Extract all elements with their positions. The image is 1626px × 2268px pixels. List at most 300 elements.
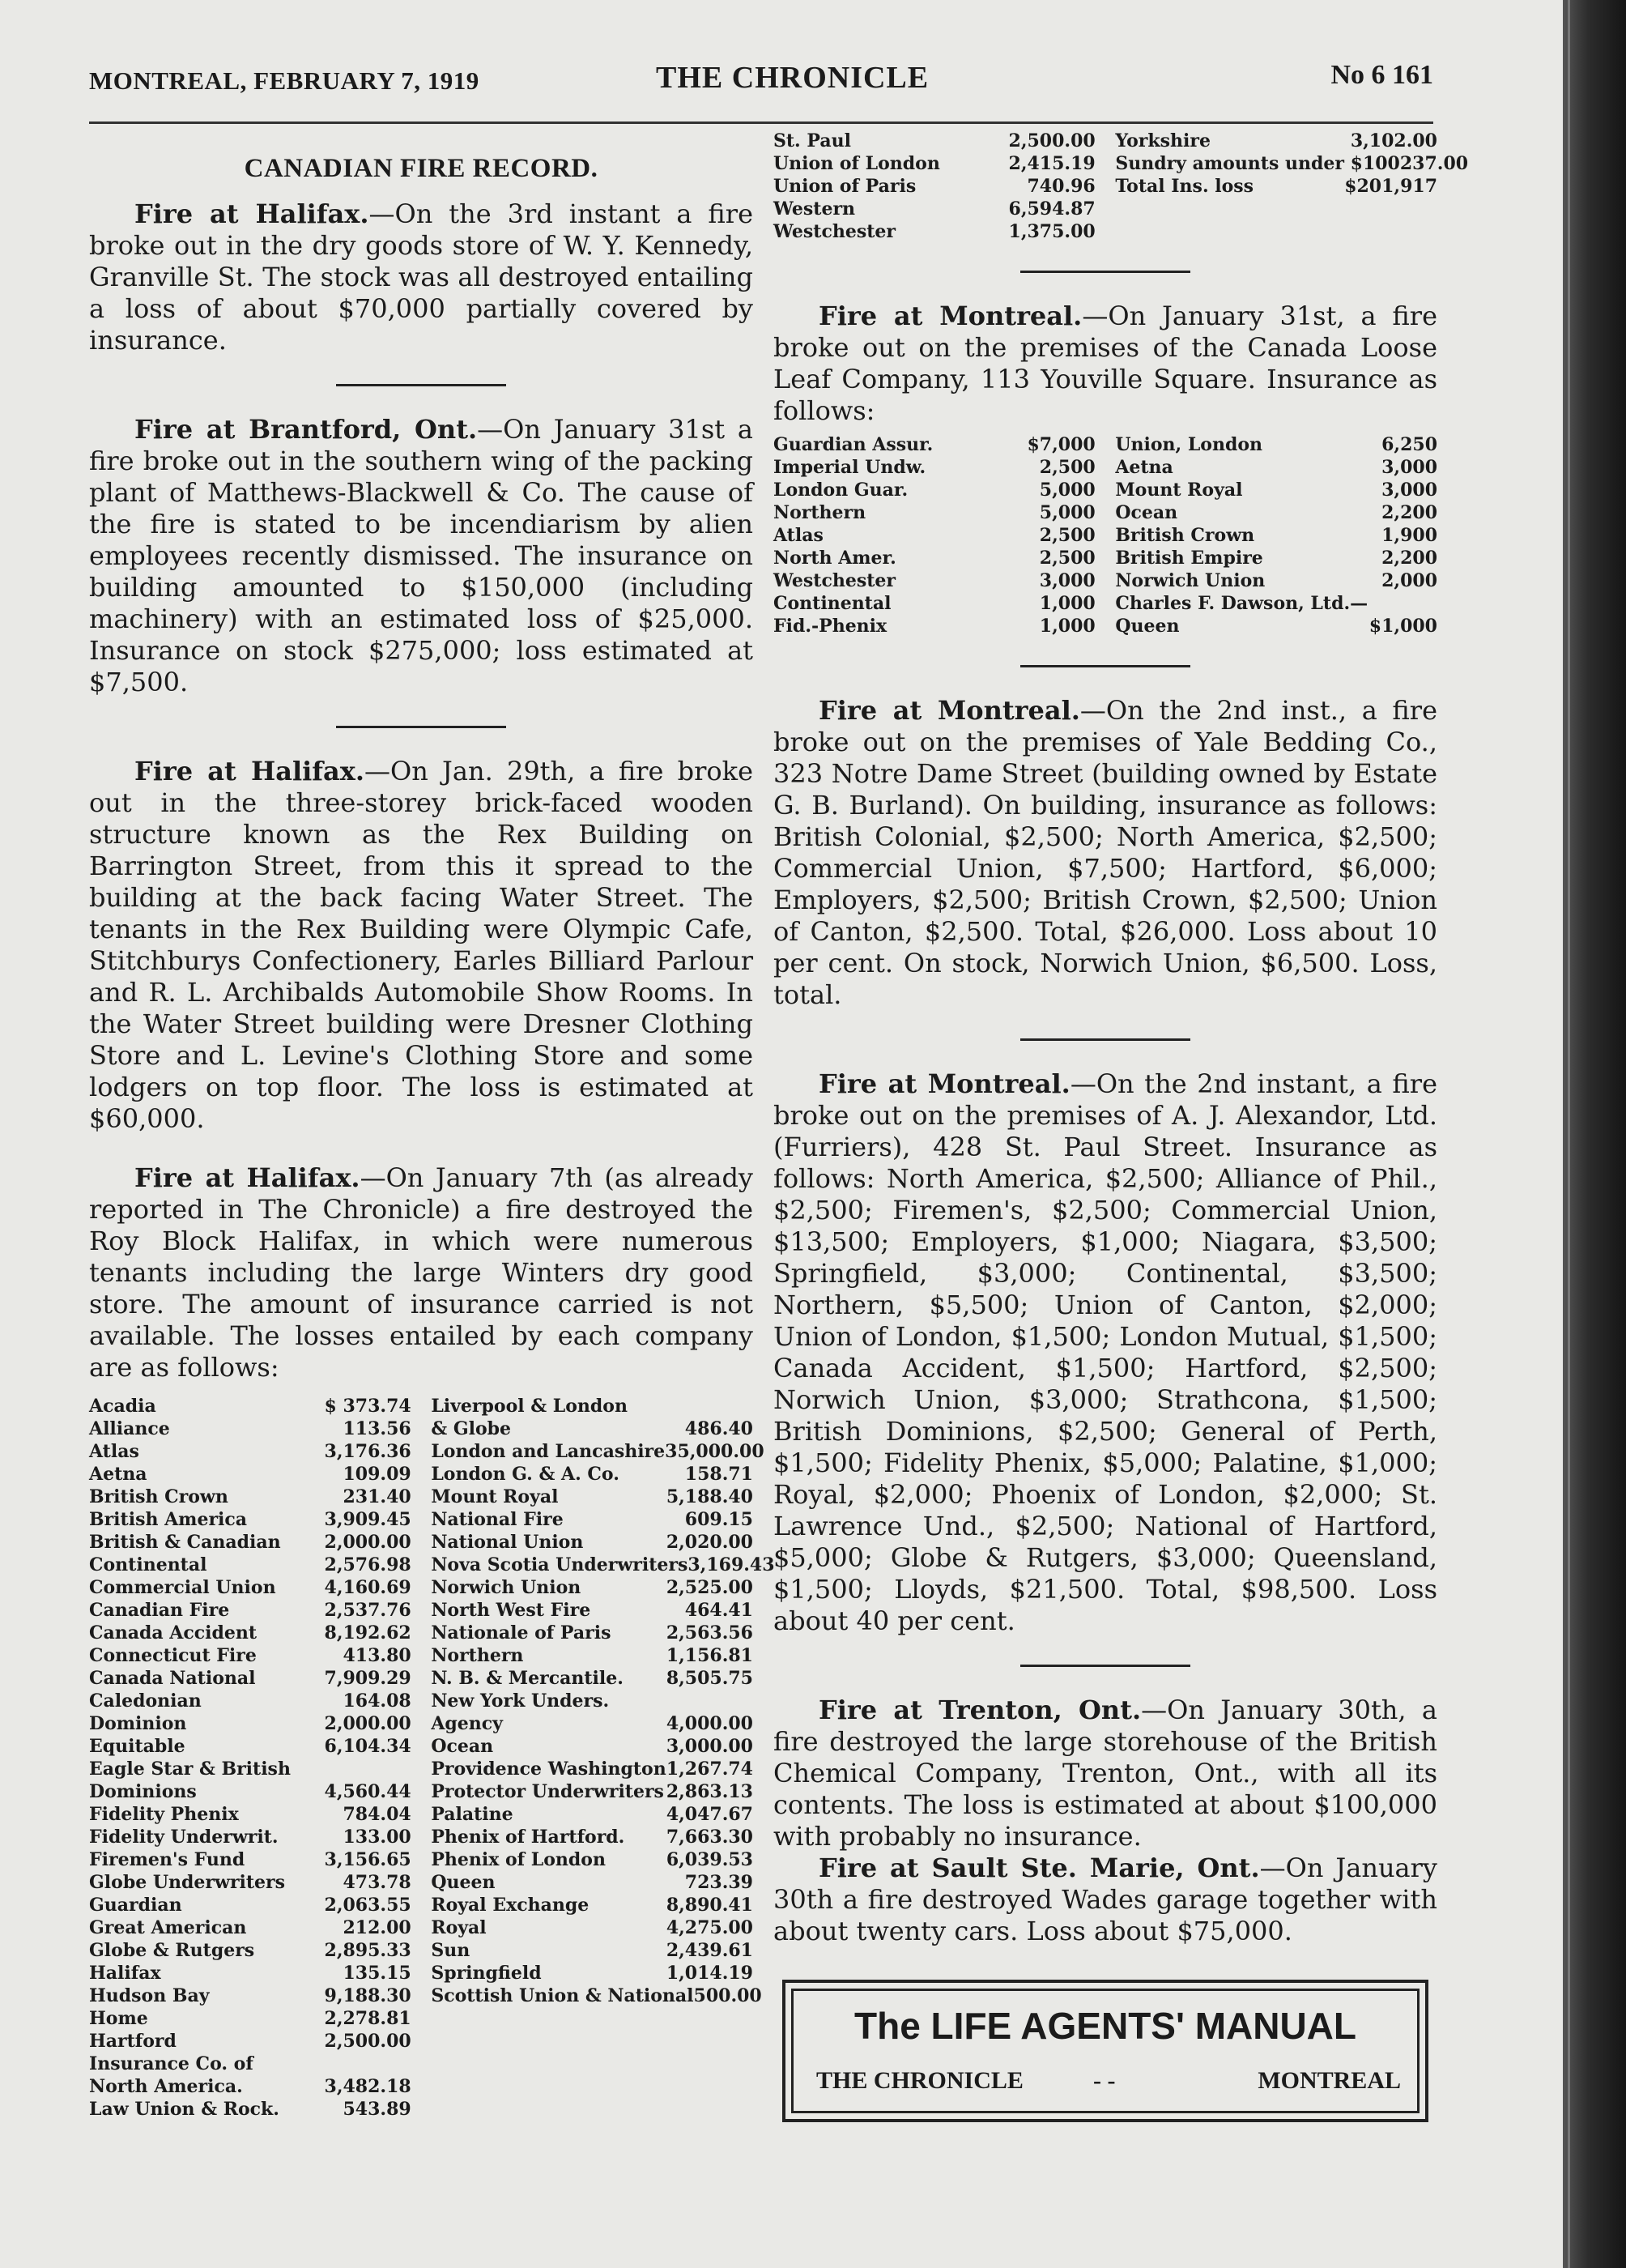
company-amount: 2,200 <box>1381 502 1437 523</box>
article-montreal-alexandor <box>773 1068 1437 1637</box>
article-headline: Fire at Sault Ste. Marie, Ont. <box>819 1852 1260 1883</box>
table-row <box>431 1667 753 1690</box>
company-name: Equitable <box>89 1736 185 1757</box>
company-name: Atlas <box>89 1441 139 1462</box>
table-row <box>431 1599 753 1622</box>
article-sault-ste-marie <box>773 1852 1437 1947</box>
company-name: Liverpool & London <box>431 1396 628 1417</box>
company-name: Northern <box>431 1645 524 1666</box>
table-row <box>773 175 1096 198</box>
header-divider <box>89 122 1433 124</box>
losses-column-1 <box>89 1395 411 2121</box>
company-name: Sun <box>431 1940 470 1961</box>
article-body: —On January 7th (as already reported in The Chronicle) a fire destroyed the Roy Block Halifax, in which were numerous tenants including the large Winters dry good store. The amount of insurance carried is not available. The losses entailed by each company are as follows: <box>89 1162 754 1383</box>
table-row <box>89 1712 411 1735</box>
company-name: Great American <box>89 1917 247 1938</box>
table-row <box>431 1803 753 1826</box>
company-amount: 3,000.00 <box>666 1736 753 1757</box>
table-row <box>773 152 1096 175</box>
company-name: London and Lancashire <box>431 1441 666 1462</box>
company-amount: 543.89 <box>343 2099 411 2120</box>
table-row <box>431 1508 753 1531</box>
article-body: —On January 31st, a fire broke out on the premises of the Canada Loose Leaf Company, 113 Youville Square. Insurance as follows: <box>773 301 1438 426</box>
ad-separator: - - <box>1093 2067 1116 2094</box>
table-row <box>89 1486 411 1508</box>
company-amount: 3,000 <box>1381 480 1437 501</box>
table-row <box>773 569 1096 592</box>
company-amount: 2,525.00 <box>666 1577 753 1598</box>
company-name: Aetna <box>1115 457 1173 478</box>
company-name: British & Canadian <box>89 1532 281 1553</box>
company-name: Charles F. Dawson, Ltd.— <box>1115 593 1368 614</box>
company-name: Westchester <box>773 221 896 242</box>
company-name: Phenix of London <box>431 1849 606 1870</box>
table-row <box>89 1554 411 1576</box>
article-body: —On January 30th a fire destroyed Wades garage together with about twenty cars. Loss about $75,000. <box>773 1852 1438 1946</box>
table-row <box>89 1418 411 1440</box>
article-halifax-kennedy <box>89 198 753 356</box>
company-name: Canada National <box>89 1668 256 1689</box>
company-name: St. Paul <box>773 130 851 151</box>
company-amount: 740.96 <box>1027 176 1096 197</box>
table-row <box>1115 501 1437 524</box>
table-row <box>773 456 1096 479</box>
ad-publisher: THE CHRONICLE <box>816 2067 1024 2094</box>
company-amount: 1,375.00 <box>1008 221 1096 242</box>
article-headline: Fire at Halifax. <box>134 756 364 787</box>
losses-cont-column-1 <box>773 130 1096 243</box>
table-row <box>89 2053 411 2075</box>
divider-rule <box>1020 665 1190 667</box>
article-body: —On the 3rd instant a fire broke out in the dry goods store of W. Y. Kennedy, Granville St. The stock was all destroyed entailing a loss of about $70,000 partially covered by insurance. <box>89 198 754 356</box>
divider-rule <box>1020 1665 1190 1667</box>
company-amount: 3,909.45 <box>324 1509 411 1530</box>
company-name: British America <box>89 1509 248 1530</box>
table-row <box>773 615 1096 637</box>
table-row <box>431 1826 753 1848</box>
company-name: Mount Royal <box>1115 480 1243 501</box>
company-name: Union, London <box>1115 434 1263 455</box>
company-amount: 2,500 <box>1039 525 1096 546</box>
article-headline: Fire at Halifax. <box>134 1162 360 1193</box>
company-name: Yorkshire <box>1115 130 1211 151</box>
table-row <box>431 1690 753 1712</box>
article-headline: Fire at Montreal. <box>819 301 1083 331</box>
company-amount: 3,176.36 <box>324 1441 411 1462</box>
company-name: Imperial Undw. <box>773 457 926 478</box>
article-montreal-loose-leaf <box>773 301 1437 427</box>
table-row <box>89 1803 411 1826</box>
company-amount: 3,102.00 <box>1350 130 1437 151</box>
company-name: Hudson Bay <box>89 1985 210 2006</box>
table-row <box>431 1712 753 1735</box>
article-brantford <box>89 414 753 698</box>
company-name: Guardian Assur. <box>773 434 934 455</box>
company-amount: 464.41 <box>684 1600 753 1621</box>
company-name: Fidelity Phenix <box>89 1804 239 1825</box>
table-row <box>89 1871 411 1894</box>
company-name: London G. & A. Co. <box>431 1464 619 1485</box>
company-amount: 2,500.00 <box>324 2031 411 2052</box>
company-amount: 2,500 <box>1039 548 1096 569</box>
company-amount: 8,890.41 <box>666 1895 753 1916</box>
company-amount: 1,000 <box>1039 593 1096 614</box>
article-headline: Fire at Trenton, Ont. <box>819 1695 1142 1725</box>
company-name: Commercial Union <box>89 1577 276 1598</box>
company-amount: 2,415.19 <box>1008 153 1096 174</box>
company-amount: 2,000.00 <box>324 1713 411 1734</box>
company-name: Nova Scotia Underwriters <box>431 1554 688 1575</box>
company-name: Canadian Fire <box>89 1600 230 1621</box>
company-name: Western <box>773 198 856 220</box>
company-amount: 6,250 <box>1381 434 1437 455</box>
table-row <box>1115 152 1469 175</box>
table-row <box>89 2030 411 2053</box>
company-name: Westchester <box>773 570 896 591</box>
company-name: Union of London <box>773 153 940 174</box>
table-row <box>431 1985 762 2007</box>
company-name: Springfield <box>431 1963 542 1984</box>
company-amount: 3,000 <box>1039 570 1096 591</box>
table-row <box>431 1916 753 1939</box>
company-amount: 2,563.56 <box>666 1622 753 1643</box>
company-amount: 1,014.19 <box>666 1963 753 1984</box>
book-spine-edge <box>1563 0 1626 2268</box>
table-row <box>89 2075 411 2098</box>
table-row <box>89 1939 411 1962</box>
company-name: British Crown <box>1115 525 1255 546</box>
company-amount: 158.71 <box>684 1464 753 1485</box>
company-amount: 2,863.13 <box>666 1781 753 1802</box>
table-row <box>89 1463 411 1486</box>
company-name: Dominion <box>89 1713 187 1734</box>
company-amount: $ 373.74 <box>324 1396 411 1417</box>
table-row <box>431 1531 753 1554</box>
company-amount: 1,000 <box>1039 616 1096 637</box>
company-name: Caledonian <box>89 1690 202 1712</box>
table-row <box>89 2007 411 2030</box>
company-name: Alliance <box>89 1418 170 1439</box>
company-amount: 2,063.55 <box>324 1895 411 1916</box>
table-row <box>89 1440 411 1463</box>
company-amount: 6,039.53 <box>666 1849 753 1870</box>
company-amount: 2,500.00 <box>1008 130 1096 151</box>
table-row <box>431 1758 753 1780</box>
divider-rule <box>336 384 506 386</box>
company-name: Firemen's Fund <box>89 1849 245 1870</box>
table-row <box>89 1848 411 1871</box>
divider-rule <box>1020 271 1190 273</box>
roy-block-losses-continued <box>773 130 1469 243</box>
company-name: Dominions <box>89 1781 197 1802</box>
article-body: —On the 2nd instant, a fire broke out on the premises of A. J. Alexandor, Ltd. (Furriers), 428 St. Paul Street. Insurance as follows: North America, $2,500; Alliance of Phil., $2,500; Firemen's, $2,500; Commercial Union, $13,500; Employers, $1,000; Niagara, $3,500; Springfield, $3,000; Continental, $3,500; Northern, $5,500; Union of Canton, $2,000; Union of London, $1,500; London Mutual, $1,500; Canada Accident, $1,500; Hartford, $2,500; Norwich Union, $3,000; Strathcona, $1,500; British Dominions, $2,500; General of Perth, $1,500; Fidelity Phenix, $5,000; Palatine, $1,000; Royal, $2,000; Phoenix of London, $2,000; St. Lawrence Und., $2,500; National of Hartford, $5,000; Globe & Rutgers, $3,000; Queensland, $1,500; Lloyds, $21,500. Total, $98,500. Loss about 40 per cent. <box>773 1068 1438 1636</box>
company-amount: 2,500 <box>1039 457 1096 478</box>
company-name: National Fire <box>431 1509 564 1530</box>
company-name: Norwich Union <box>1115 570 1266 591</box>
company-amount: 2,439.61 <box>666 1940 753 1961</box>
table-row <box>431 1848 753 1871</box>
company-name: Law Union & Rock. <box>89 2099 279 2120</box>
table-row <box>773 198 1096 220</box>
table-row <box>89 1962 411 1985</box>
table-row <box>89 1576 411 1599</box>
company-amount: 723.39 <box>684 1872 753 1893</box>
company-name: Providence Washington <box>431 1759 666 1780</box>
table-row <box>89 1780 411 1803</box>
company-name: Continental <box>89 1554 207 1575</box>
company-amount: 135.15 <box>343 1963 411 1984</box>
company-amount: 7,909.29 <box>324 1668 411 1689</box>
company-amount: 8,505.75 <box>666 1668 753 1689</box>
company-amount: 1,900 <box>1381 525 1437 546</box>
ad-title: The LIFE AGENTS' MANUAL <box>854 2005 1356 2047</box>
table-row <box>1115 569 1437 592</box>
company-name: Aetna <box>89 1464 147 1485</box>
company-amount: 784.04 <box>343 1804 411 1825</box>
article-body: —On Jan. 29th, a fire broke out in the three-storey brick-faced wooden structure known as the Rex Building on Barrington Street, from this it spread to the building at the back facing Water Street. The tenants in the Rex Building were Olympic Cafe, Stitchburys Confectionery, Earles Billiard Parlour and R. L. Archibalds Automobile Show Rooms. In the Water Street building were Dresner Clothing Store and L. Levine's Clothing Store and some lodgers on top floor. The loss is estimated at $60,000. <box>89 756 753 1134</box>
table-row <box>773 501 1096 524</box>
company-amount: 5,000 <box>1039 502 1096 523</box>
company-name: British Crown <box>89 1486 228 1507</box>
table-row <box>89 1622 411 1644</box>
company-amount: 3,000 <box>1381 457 1437 478</box>
company-amount: 2,895.33 <box>324 1940 411 1961</box>
company-amount: 6,594.87 <box>1008 198 1096 220</box>
article-body: —On January 31st a fire broke out in the southern wing of the packing plant of Matthews-Blackwell & Co. The cause of the fire is stated to be incendiarism by alien employees recently dismissed. The insurance on building amounted to $150,000 (including machinery) with an estimated loss of $25,000. Insurance on stock $275,000; loss estimated at $7,500. <box>89 414 754 697</box>
company-amount: 4,275.00 <box>666 1917 753 1938</box>
table-row <box>89 1644 411 1667</box>
table-row <box>89 1599 411 1622</box>
company-name: Home <box>89 2008 148 2029</box>
table-row <box>431 1554 775 1576</box>
company-name: Connecticut Fire <box>89 1645 257 1666</box>
company-amount: 4,160.69 <box>324 1577 411 1598</box>
company-amount: $7,000 <box>1027 434 1096 455</box>
company-name: North West Fire <box>431 1600 591 1621</box>
table-row <box>89 2098 411 2121</box>
company-amount: 2,020.00 <box>666 1532 753 1553</box>
table-row <box>431 1576 753 1599</box>
company-amount: $201,917 <box>1344 176 1437 197</box>
table-row <box>89 1508 411 1531</box>
company-amount: 2,576.98 <box>324 1554 411 1575</box>
company-amount: 2,200 <box>1381 548 1437 569</box>
table-row <box>1115 433 1437 456</box>
company-name: Canada Accident <box>89 1622 258 1643</box>
table-row <box>89 1690 411 1712</box>
table-row <box>431 1735 753 1758</box>
loose-leaf-insurance-table <box>773 433 1437 637</box>
company-amount: 113.56 <box>343 1418 411 1439</box>
table-row <box>89 1894 411 1916</box>
divider-rule <box>1020 1038 1190 1041</box>
insurance-column-1 <box>773 433 1096 637</box>
article-headline: Fire at Halifax. <box>134 198 369 229</box>
company-name: Agency <box>431 1713 503 1734</box>
company-amount: 9,188.30 <box>324 1985 411 2006</box>
company-name: Globe & Rutgers <box>89 1940 255 1961</box>
article-halifax-rex <box>89 756 753 1135</box>
company-amount: 500.00 <box>693 1985 762 2006</box>
table-row <box>89 1735 411 1758</box>
table-row <box>431 1463 753 1486</box>
article-headline: Fire at Montreal. <box>819 1068 1071 1099</box>
article-headline: Fire at Brantford, Ont. <box>134 414 478 445</box>
article-halifax-roy-block <box>89 1162 753 1383</box>
company-amount: 164.08 <box>343 1690 411 1712</box>
company-name: Palatine <box>431 1804 513 1825</box>
company-name: Acadia <box>89 1396 156 1417</box>
company-amount: 35,000.00 <box>665 1441 764 1462</box>
company-amount: 133.00 <box>343 1827 411 1848</box>
table-row <box>431 1894 753 1916</box>
company-amount: 4,560.44 <box>324 1781 411 1802</box>
table-row <box>89 1531 411 1554</box>
company-amount: 6,104.34 <box>324 1736 411 1757</box>
table-row <box>1115 456 1437 479</box>
company-amount: 3,482.18 <box>324 2076 411 2097</box>
company-name: Halifax <box>89 1963 161 1984</box>
table-row <box>1115 130 1437 152</box>
company-name: Eagle Star & British <box>89 1759 291 1780</box>
company-name: Mount Royal <box>431 1486 559 1507</box>
company-amount: 212.00 <box>343 1917 411 1938</box>
company-amount: 3,169.43 <box>687 1554 775 1575</box>
company-amount: $1,000 <box>1368 616 1437 637</box>
header-dateline: MONTREAL, FEBRUARY 7, 1919 <box>89 66 479 95</box>
article-montreal-yale-bedding <box>773 695 1437 1011</box>
table-row <box>89 1758 411 1780</box>
company-name: Ocean <box>1115 502 1178 523</box>
table-row <box>1115 175 1437 198</box>
company-amount: 2,537.76 <box>324 1600 411 1621</box>
company-name: Sundry amounts under $100 <box>1115 153 1400 174</box>
company-amount: 473.78 <box>343 1872 411 1893</box>
company-name: National Union <box>431 1532 584 1553</box>
company-amount: 237.00 <box>1399 153 1469 174</box>
insurance-column-2 <box>1115 433 1437 637</box>
table-row <box>773 592 1096 615</box>
roy-block-losses-table <box>89 1395 775 2121</box>
company-name: Ocean <box>431 1736 494 1757</box>
table-row <box>431 1395 753 1418</box>
company-amount: 2,000 <box>1381 570 1437 591</box>
company-amount: 109.09 <box>343 1464 411 1485</box>
company-amount: 231.40 <box>343 1486 411 1507</box>
article-headline: Fire at Montreal. <box>819 695 1080 726</box>
divider-rule <box>336 726 506 728</box>
company-name: Guardian <box>89 1895 182 1916</box>
left-column <box>89 130 775 2121</box>
article-body: —On the 2nd inst., a fire broke out on the premises of Yale Bedding Co., 323 Notre Dame Street (building owned by Estate G. B. Burland). On building, insurance as follows: British Colonial, $2,500; North America, $2,500; Commercial Union, $7,500; Hartford, $6,000; Employers, $2,500; British Crown, $2,500; Union of Canton, $2,500. Total, $26,000. Loss about 10 per cent. On stock, Norwich Union, $6,500. Loss, total. <box>773 695 1438 1010</box>
company-name: Northern <box>773 502 866 523</box>
company-name: Queen <box>1115 616 1180 637</box>
company-name: Phenix of Hartford. <box>431 1827 625 1848</box>
company-name: Royal <box>431 1917 487 1938</box>
company-amount: 1,267.74 <box>666 1759 753 1780</box>
table-row <box>431 1780 753 1803</box>
company-amount: 5,000 <box>1039 480 1096 501</box>
company-amount: 1,156.81 <box>666 1645 753 1666</box>
company-name: & Globe <box>431 1418 512 1439</box>
table-row <box>773 220 1096 243</box>
company-amount: 413.80 <box>343 1645 411 1666</box>
losses-cont-column-2 <box>1115 130 1469 243</box>
company-name: Royal Exchange <box>431 1895 590 1916</box>
company-name: Atlas <box>773 525 824 546</box>
table-row <box>773 524 1096 547</box>
table-row <box>89 1826 411 1848</box>
table-row <box>1115 615 1437 637</box>
company-name: N. B. & Mercantile. <box>431 1668 624 1689</box>
company-amount: 609.15 <box>684 1509 753 1530</box>
company-name: New York Unders. <box>431 1690 610 1712</box>
company-amount: 4,047.67 <box>666 1804 753 1825</box>
losses-column-2 <box>431 1395 775 2121</box>
company-name: Norwich Union <box>431 1577 581 1598</box>
company-amount: 486.40 <box>684 1418 753 1439</box>
life-agents-manual-advertisement <box>782 1980 1428 2122</box>
table-row <box>89 1916 411 1939</box>
table-row <box>431 1486 753 1508</box>
company-amount: 8,192.62 <box>324 1622 411 1643</box>
section-title: CANADIAN FIRE RECORD. <box>244 154 598 183</box>
table-row <box>431 1418 753 1440</box>
table-row <box>1115 547 1437 569</box>
table-row <box>773 479 1096 501</box>
header-issue-page: No 6 161 <box>1330 60 1433 90</box>
right-column <box>773 130 1469 2122</box>
company-name: Insurance Co. of <box>89 2053 253 2074</box>
company-name: Union of Paris <box>773 176 917 197</box>
article-body: —On January 30th, a fire destroyed the large storehouse of the British Chemical Company, Trenton, Ont., with all its contents. The loss is estimated at about $100,000 with probably no insurance. <box>773 1695 1437 1852</box>
table-row <box>431 1962 753 1985</box>
company-name: Nationale of Paris <box>431 1622 611 1643</box>
company-amount: 4,000.00 <box>666 1713 753 1734</box>
company-name: Scottish Union & National <box>431 1985 694 2006</box>
company-name: Queen <box>431 1872 496 1893</box>
company-name: Total Ins. loss <box>1115 176 1254 197</box>
table-row <box>1115 479 1437 501</box>
table-row <box>431 1939 753 1962</box>
table-row <box>431 1644 753 1667</box>
table-row <box>89 1395 411 1418</box>
company-name: Fid.-Phenix <box>773 616 887 637</box>
company-name: British Empire <box>1115 548 1263 569</box>
header-publication: THE CHRONICLE <box>656 61 930 95</box>
table-row <box>773 433 1096 456</box>
company-name: Continental <box>773 593 892 614</box>
company-name: Globe Underwriters <box>89 1872 286 1893</box>
company-name: Protector Underwriters <box>431 1781 664 1802</box>
table-row <box>89 1985 411 2007</box>
page-header <box>89 60 1433 100</box>
table-row <box>1115 592 1437 615</box>
table-row <box>431 1622 753 1644</box>
company-name: Fidelity Underwrit. <box>89 1827 279 1848</box>
company-amount: 7,663.30 <box>666 1827 753 1848</box>
company-name: London Guar. <box>773 480 909 501</box>
ad-location: MONTREAL <box>1258 2067 1401 2094</box>
company-amount: 5,188.40 <box>666 1486 753 1507</box>
table-row <box>773 547 1096 569</box>
company-name: Hartford <box>89 2031 177 2052</box>
table-row <box>1115 524 1437 547</box>
company-amount: 2,000.00 <box>324 1532 411 1553</box>
table-row <box>431 1440 764 1463</box>
table-row <box>89 1667 411 1690</box>
company-amount: 2,278.81 <box>324 2008 411 2029</box>
